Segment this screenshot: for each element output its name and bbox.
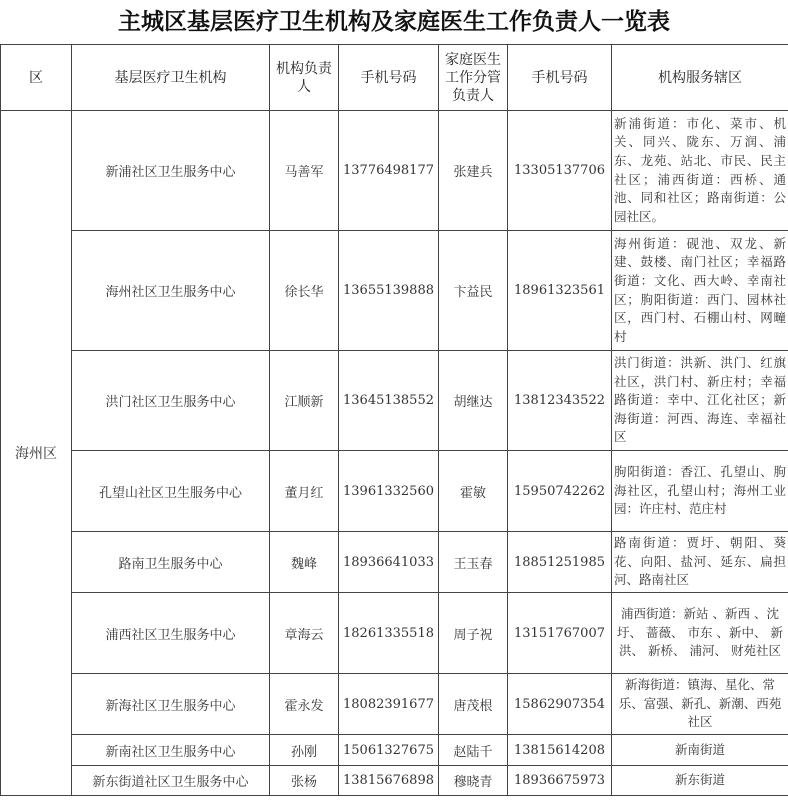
institution-cell: 新南社区卫生服务中心 [72, 735, 270, 766]
area-cell: 浦西街道：新站 、新西 、沈圩、 蔷薇、 市东 、新中、 新洪、 新桥、 浦河、 财苑社区 [612, 593, 788, 674]
table-row [1, 674, 788, 735]
head-phone-cell: 13776498177 [339, 111, 439, 231]
head-cell: 董月红 [270, 451, 339, 532]
fd-phone-cell: 18851251985 [508, 532, 612, 593]
head-phone-cell: 18082391677 [339, 674, 439, 735]
fd-phone-cell: 15950742262 [508, 451, 612, 532]
fd-head-cell: 赵陆千 [439, 735, 508, 766]
fd-head-cell: 穆晓青 [439, 766, 508, 796]
table-row [1, 231, 788, 351]
institution-cell: 海州社区卫生服务中心 [72, 231, 270, 351]
head-phone-cell: 13961332560 [339, 451, 439, 532]
fd-phone-cell: 13815614208 [508, 735, 612, 766]
table-row [1, 532, 788, 593]
district-cell: 海州区 [1, 111, 72, 796]
area-cell: 海州街道：砚池、双龙、新建、鼓楼、南门社区；幸福路街道：文化、西大岭、幸南社区；朐阳街道：西门、园林社区，西门村、石棚山村、网疃村 [612, 231, 788, 351]
fd-head-cell: 周子祝 [439, 593, 508, 674]
fd-phone-cell: 13151767007 [508, 593, 612, 674]
head-cell: 魏峰 [270, 532, 339, 593]
head-phone-cell: 18936641033 [339, 532, 439, 593]
fd-head-cell: 张建兵 [439, 111, 508, 231]
head-cell: 张杨 [270, 766, 339, 796]
area-cell: 新海街道：镇海、星化、常乐、富强、新孔、新潮、西苑社区 [612, 674, 788, 735]
fd-phone-cell: 13305137706 [508, 111, 612, 231]
header-row [1, 45, 788, 111]
institution-cell: 新东街道社区卫生服务中心 [72, 766, 270, 796]
head-phone-cell: 13645138552 [339, 351, 439, 451]
table-row [1, 451, 788, 532]
area-cell: 洪门街道：洪新、洪门、红旗社区，洪门村、新庄村；幸福路街道：幸中、江化社区；新海街道：河西、海连、幸福社区 [612, 351, 788, 451]
fd-phone-cell: 18961323561 [508, 231, 612, 351]
table-row [1, 735, 788, 766]
fd-phone-cell: 15862907354 [508, 674, 612, 735]
page-title: 主城区基层医疗卫生机构及家庭医生工作负责人一览表 [118, 8, 670, 35]
header-district: 区 [1, 45, 72, 111]
fd-head-cell: 卞益民 [439, 231, 508, 351]
head-cell: 孙刚 [270, 735, 339, 766]
header-head: 机构负责人 [270, 45, 339, 111]
contact-table [0, 44, 788, 796]
head-cell: 章海云 [270, 593, 339, 674]
fd-phone-cell: 13812343522 [508, 351, 612, 451]
area-cell: 新东街道 [612, 766, 788, 796]
area-cell: 朐阳街道：香江、孔望山、朐海社区，孔望山村；海州工业园：许庄村、范庄村 [612, 451, 788, 532]
institution-cell: 路南卫生服务中心 [72, 532, 270, 593]
area-cell: 路南街道：贾圩、朝阳、葵花、向阳、盐河、延东、扁担河、路南社区 [612, 532, 788, 593]
head-cell: 马善军 [270, 111, 339, 231]
header-institution: 基层医疗卫生机构 [72, 45, 270, 111]
institution-cell: 新海社区卫生服务中心 [72, 674, 270, 735]
fd-head-cell: 王玉春 [439, 532, 508, 593]
area-cell: 新浦街道：市化、菜市、机关、同兴、陇东、万润、浦东、龙苑、站北、市民、民主社区；浦西街道：西桥、通池、同和社区；路南街道：公园社区。 [612, 111, 788, 231]
head-phone-cell: 13655139888 [339, 231, 439, 351]
table-row [1, 593, 788, 674]
head-phone-cell: 15061327675 [339, 735, 439, 766]
area-cell: 新南街道 [612, 735, 788, 766]
institution-cell: 洪门社区卫生服务中心 [72, 351, 270, 451]
head-cell: 徐长华 [270, 231, 339, 351]
fd-head-cell: 唐茂根 [439, 674, 508, 735]
header-fd-head: 家庭医生工作分管负责人 [439, 45, 508, 111]
table-row [1, 351, 788, 451]
table-row [1, 111, 788, 231]
table-row [1, 766, 788, 796]
fd-phone-cell: 18936675973 [508, 766, 612, 796]
fd-head-cell: 胡继达 [439, 351, 508, 451]
head-cell: 江顺新 [270, 351, 339, 451]
head-cell: 霍永发 [270, 674, 339, 735]
institution-cell: 孔望山社区卫生服务中心 [72, 451, 270, 532]
header-area: 机构服务辖区 [612, 45, 788, 111]
institution-cell: 浦西社区卫生服务中心 [72, 593, 270, 674]
head-phone-cell: 18261335518 [339, 593, 439, 674]
header-fd-phone: 手机号码 [508, 45, 612, 111]
head-phone-cell: 13815676898 [339, 766, 439, 796]
fd-head-cell: 霍敏 [439, 451, 508, 532]
institution-cell: 新浦社区卫生服务中心 [72, 111, 270, 231]
header-head-phone: 手机号码 [339, 45, 439, 111]
